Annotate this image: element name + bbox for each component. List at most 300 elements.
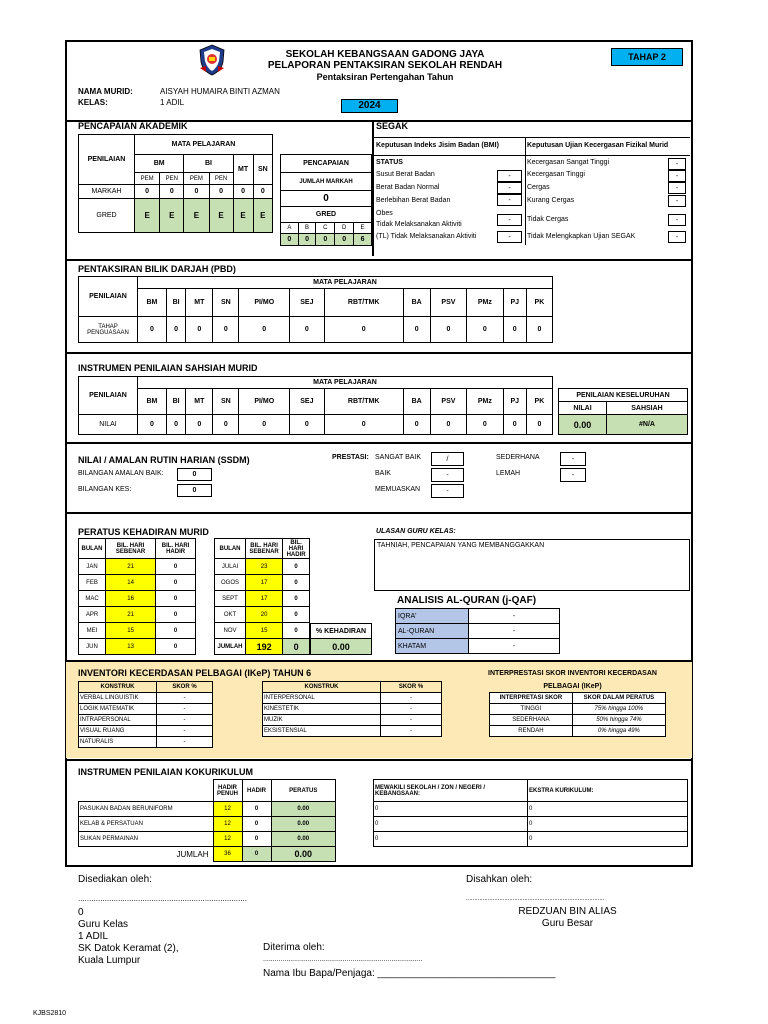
mata-pelajaran-header: MATA PELAJARAN [135, 135, 273, 155]
jqaf-key: IQRA' [396, 609, 469, 624]
sebenar-cell: 23 [246, 559, 283, 575]
skor-cell: - [381, 693, 442, 704]
subject-header: BM [138, 289, 167, 317]
memuaskan-value: - [431, 484, 464, 498]
sign-line-right: ................................................................................... [466, 896, 605, 902]
sahsiah-value: 0 [239, 415, 290, 435]
hadir-cell: 0 [156, 591, 196, 607]
pbd-value: 0 [213, 317, 239, 343]
lemah-label: LEMAH [496, 470, 521, 477]
ikep-left-table [78, 681, 213, 748]
interp-key: RENDAH [490, 726, 573, 737]
hadir-cell: 0 [156, 639, 196, 655]
markah-cell: 0 [209, 185, 233, 199]
gred-label: GRED [79, 199, 135, 233]
mata-pelajaran-header: MATA PELAJARAN [138, 277, 553, 289]
gred-letter: E [354, 223, 372, 234]
subject-header: PK [526, 389, 552, 415]
sahsiah-value: 0 [403, 415, 430, 435]
bmi-item: (TL) Tidak Melaksanakan Aktiviti [376, 233, 477, 240]
bmi-title: Keputusan Indeks Jisim Badan (BMI) [376, 142, 499, 149]
pbd-title: PENTAKSIRAN BILIK DARJAH (PBD) [78, 264, 236, 274]
subject-header: BI [184, 155, 233, 173]
pbd-value: 0 [503, 317, 526, 343]
peratus-cell: 0.00 [271, 832, 336, 847]
hadir-cell: 0 [156, 607, 196, 623]
month-cell: OKT [215, 607, 246, 623]
interp-title-2: PELBAGAI (IKeP) [543, 683, 602, 690]
subject-header: PI/MO [239, 289, 290, 317]
bmi-value: - [497, 214, 522, 226]
sebenar-cell: 13 [106, 639, 156, 655]
bmi-value: - [497, 170, 522, 182]
sub-header: PEN [160, 173, 184, 185]
penuh-cell: 12 [213, 802, 242, 817]
tahap-badge: TAHAP 2 [611, 48, 683, 66]
bmi-item: Tidak Melaksanakan Aktiviti [376, 221, 462, 228]
jqaf-value: - [469, 609, 560, 624]
pbd-value: 0 [290, 317, 325, 343]
kelas-value: 1 ADIL [160, 98, 185, 107]
pbd-value: 0 [403, 317, 430, 343]
gred-cell: E [184, 199, 209, 233]
fitness-item: Kurang Cergas [527, 197, 575, 204]
gred-count: 0 [316, 234, 335, 246]
ulasan-box [374, 539, 690, 591]
lemah-value: - [560, 468, 586, 482]
ulasan-text: TAHNIAH, PENCAPAIAN YANG MEMBANGGAKKAN [377, 542, 545, 549]
jumlah-penuh: 36 [213, 847, 242, 862]
hadir-cell: 0 [283, 575, 310, 591]
gred-letter: D [335, 223, 354, 234]
pencapaian-header: PENCAPAIAN [281, 155, 372, 173]
hadir-header: BIL. HARI HADIR [156, 539, 196, 559]
jqaf-key: AL-QURAN [396, 624, 469, 639]
hadir-cell: 0 [283, 607, 310, 623]
koko-row-label: PASUKAN BADAN BERUNIFORM [79, 802, 214, 817]
ekstra-header: EKSTRA KURIKULUM: [528, 780, 688, 802]
pct-value: 0.00 [311, 639, 372, 655]
sebenar-header: BIL. HARI SEBENAR [246, 539, 283, 559]
subject-header: BA [403, 289, 430, 317]
nama-value: AISYAH HUMAIRA BINTI AZMAN [160, 87, 280, 96]
fitness-value: - [668, 182, 686, 194]
report-title: PELAPORAN PENTAKSIRAN SEKOLAH RENDAH [267, 60, 503, 71]
interp-title-1: INTERPRESTASI SKOR INVENTORI KECERDASAN [488, 670, 657, 677]
subject-header: RBT/TMK [324, 389, 403, 415]
month-cell: JAN [79, 559, 106, 575]
status-label: STATUS [376, 159, 403, 166]
footer-kelas: 1 ADIL [78, 931, 109, 942]
month-cell: SEPT [215, 591, 246, 607]
ekstra-cell: 0 [528, 832, 688, 847]
jumlah-markah-value: 0 [281, 191, 372, 207]
bmi-item: Berlebihan Berat Badan [376, 197, 451, 204]
sign-line-mid: .................................................................................. [263, 956, 423, 963]
subject-header: SEJ [290, 289, 325, 317]
sahsiah-value: 0 [166, 415, 185, 435]
school-name: SEKOLAH KEBANGSAAN GADONG JAYA [285, 49, 485, 60]
konstruk-cell: VISUAL RUANG [79, 726, 157, 737]
hadir-header: BIL. HARI HADIR [283, 539, 310, 559]
koko-title: INSTRUMEN PENILAIAN KOKURIKULUM [78, 767, 253, 777]
gred-cell: E [233, 199, 253, 233]
subject-header: PMz [467, 389, 503, 415]
pct-table [310, 623, 372, 655]
gred-cell: E [253, 199, 272, 233]
interp-value: 0% hingga 49% [572, 726, 665, 737]
skor-cell: - [157, 715, 213, 726]
markah-label: MARKAH [79, 185, 135, 199]
bulan-header: BULAN [79, 539, 106, 559]
subject-header: SEJ [290, 389, 325, 415]
subject-header: SN [253, 155, 272, 185]
bmi-value: - [497, 194, 522, 206]
penuh-cell: 12 [213, 832, 242, 847]
skor-cell: - [157, 704, 213, 715]
tahap-label: TAHAP PENGUASAAN [79, 317, 138, 343]
konstruk-cell: INTERPERSONAL [263, 693, 381, 704]
baik-label: BAIK [375, 470, 391, 477]
interp-key: TINGGI [490, 704, 573, 715]
mewakili-cell: 0 [374, 832, 528, 847]
ekstra-cell: 0 [528, 802, 688, 817]
jqaf-key: KHATAM [396, 639, 469, 654]
konstruk-header: KONSTRUK [79, 682, 157, 693]
jqaf-title: ANALISIS AL-QURAN (j-QAF) [397, 595, 537, 606]
ekstra-cell: 0 [528, 817, 688, 832]
amalan-label: BILANGAN AMALAN BAIK: [78, 470, 164, 477]
gred-cell: E [160, 199, 184, 233]
hadir-cell: 0 [156, 575, 196, 591]
jqaf-value: - [469, 624, 560, 639]
bmi-value: - [497, 231, 522, 243]
hadir-cell: 0 [242, 832, 271, 847]
interp-header: INTERPRETASI SKOR [490, 693, 573, 704]
segak-title: SEGAK [376, 121, 409, 131]
subject-header: BM [138, 389, 167, 415]
fitness-item: Tidak Cergas [527, 216, 569, 223]
pbd-value: 0 [239, 317, 290, 343]
kelas-label: KELAS: [78, 98, 108, 107]
pbd-value: 0 [430, 317, 466, 343]
markah-cell: 0 [253, 185, 272, 199]
akademik-table [78, 134, 273, 233]
fitness-value: - [668, 214, 686, 226]
gred-cell: E [209, 199, 233, 233]
guru-besar-name: REDZUAN BIN ALIAS [518, 906, 617, 917]
jqaf-value: - [469, 639, 560, 654]
subject-header: BA [403, 389, 430, 415]
kehadiran-title: PERATUS KEHADIRAN MURID [78, 527, 209, 537]
fitness-item: Tidak Melengkapkan Ujian SEGAK [527, 233, 636, 240]
form-code: KJBS2810 [33, 1010, 67, 1017]
jumlah-hadir: 0 [242, 847, 271, 862]
skor-cell: - [157, 737, 213, 748]
sebenar-cell: 21 [106, 559, 156, 575]
pbd-value: 0 [166, 317, 185, 343]
school-logo [197, 44, 227, 76]
overall-nilai: 0.00 [559, 415, 607, 435]
nama-label: NAMA MURID: [78, 87, 133, 96]
fitness-item: Kecergasan Tinggi [527, 171, 585, 178]
ssdm-title: NILAI / AMALAN RUTIN HARIAN (SSDM) [78, 455, 250, 465]
guru-besar-title: Guru Besar [541, 918, 594, 929]
interp-header: SKOR DALAM PERATUS [572, 693, 665, 704]
jumlah-markah-header: JUMLAH MARKAH [281, 173, 372, 191]
skor-cell: - [381, 704, 442, 715]
disediakan-label: Disediakan oleh: [78, 874, 152, 885]
month-cell: OGOS [215, 575, 246, 591]
bulan-header: BULAN [215, 539, 246, 559]
sahsiah-value: 0 [467, 415, 503, 435]
subject-header: PI/MO [239, 389, 290, 415]
sebenar-cell: 17 [246, 591, 283, 607]
nilai-header: NILAI [559, 402, 607, 415]
markah-cell: 0 [135, 185, 160, 199]
gred-count: 6 [354, 234, 372, 246]
overall-header: PENILAIAN KESELURUHAN [559, 389, 688, 402]
month-cell: MAC [79, 591, 106, 607]
peratus-cell: 0.00 [271, 817, 336, 832]
interp-value: 50% hingga 74% [572, 715, 665, 726]
sahsiah-value: 0 [138, 415, 167, 435]
sebenar-cell: 14 [106, 575, 156, 591]
jumlah-label: JUMLAH [215, 639, 246, 655]
konstruk-cell: EKSISTENSIAL [263, 726, 381, 737]
school-city: Kuala Lumpur [78, 955, 141, 966]
subject-header: BI [166, 289, 185, 317]
markah-cell: 0 [184, 185, 209, 199]
sangat-baik-value: / [431, 452, 464, 466]
gred-letter: B [298, 223, 316, 234]
sahsiah-header: SAHSIAH [607, 402, 688, 415]
wakil-table [373, 779, 688, 847]
month-cell: JULAI [215, 559, 246, 575]
konstruk-cell: NATURALIS [79, 737, 157, 748]
sederhana-label: SEDERHANA [496, 454, 540, 461]
sahsiah-value: 0 [213, 415, 239, 435]
hadir-cell: 0 [242, 817, 271, 832]
month-cell: FEB [79, 575, 106, 591]
fitness-value: - [668, 170, 686, 182]
penilaian-header: PENILAIAN [79, 277, 138, 317]
ikep-title: INVENTORI KECERDASAN PELBAGAI (IKeP) TAHUN 6 [78, 668, 312, 678]
sebenar-cell: 20 [246, 607, 283, 623]
month-cell: APR [79, 607, 106, 623]
diterima-label: Diterima oleh: [263, 942, 325, 953]
month-cell: MEI [79, 623, 106, 639]
konstruk-cell: KINESTETIK [263, 704, 381, 715]
subject-header: BM [135, 155, 184, 173]
penuh-header: HADIR PENUH [213, 780, 242, 802]
konstruk-header: KONSTRUK [263, 682, 381, 693]
bmi-value: - [497, 182, 522, 194]
mewakili-header: MEWAKILI SEKOLAH / ZON / NEGERI / KEBANGSAAN: [374, 780, 528, 802]
sahsiah-value: 0 [430, 415, 466, 435]
sebenar-cell: 15 [246, 623, 283, 639]
assessment-title: Pentaksiran Pertengahan Tahun [316, 72, 454, 82]
sign-line-left: ............................................................................ [78, 894, 247, 903]
konstruk-cell: VERBAL LINGUISTIK [79, 693, 157, 704]
gred-letter: C [316, 223, 335, 234]
guru-kelas-label: Guru Kelas [78, 919, 129, 930]
guru-name: 0 [78, 907, 84, 918]
section-divider [372, 121, 374, 256]
disahkan-label: Disahkan oleh: [466, 874, 533, 885]
crest-icon [197, 44, 227, 76]
koko-table [78, 779, 336, 862]
hadir-header: HADIR [242, 780, 271, 802]
kes-label: BILANGAN KES: [78, 486, 132, 493]
pbd-table [78, 276, 553, 343]
fitness-value: - [668, 195, 686, 207]
pbd-value: 0 [138, 317, 167, 343]
sub-header: PEM [135, 173, 160, 185]
gred-count: 0 [281, 234, 299, 246]
pencapaian-table [280, 154, 372, 246]
hadir-cell: 0 [283, 591, 310, 607]
skor-cell: - [157, 726, 213, 737]
koko-row-label: KELAB & PERSATUAN [79, 817, 214, 832]
attendance-right-table [214, 538, 310, 655]
memuaskan-label: MEMUASKAN [375, 486, 421, 493]
nilai-label: NILAI [79, 415, 138, 435]
sangat-baik-label: SANGAT BAIK [375, 454, 422, 461]
fitness-value: - [668, 158, 686, 170]
sub-header: PEN [209, 173, 233, 185]
markah-cell: 0 [160, 185, 184, 199]
sebenar-cell: 21 [106, 607, 156, 623]
baik-value: - [431, 468, 464, 482]
parent-name-line: Nama Ibu Bapa/Penjaga: ________________________________ [263, 968, 556, 979]
peratus-header: PERATUS [271, 780, 336, 802]
subject-header: PSV [430, 389, 466, 415]
peratus-cell: 0.00 [271, 802, 336, 817]
pbd-value: 0 [526, 317, 552, 343]
subject-header: MT [233, 155, 253, 185]
subject-header: PMz [467, 289, 503, 317]
pct-label: % KEHADIRAN [311, 624, 372, 639]
subject-header: MT [186, 389, 213, 415]
akademik-title: PENCAPAIAN AKADEMIK [78, 121, 188, 131]
overall-sahsiah: #N/A [607, 415, 688, 435]
sahsiah-value: 0 [290, 415, 325, 435]
sahsiah-value: 0 [526, 415, 552, 435]
subject-header: PJ [503, 289, 526, 317]
overall-table [558, 388, 688, 435]
skor-header: SKOR % [157, 682, 213, 693]
mewakili-cell: 0 [374, 802, 528, 817]
sahsiah-table [78, 376, 553, 435]
konstruk-cell: INTRAPERSONAL [79, 715, 157, 726]
fitness-item: Kecergasan Sangat Tinggi [527, 159, 610, 166]
gred-title: GRED [281, 207, 372, 223]
markah-cell: 0 [233, 185, 253, 199]
sahsiah-value: 0 [503, 415, 526, 435]
skor-header: SKOR % [381, 682, 442, 693]
pbd-value: 0 [467, 317, 503, 343]
prestasi-label: PRESTASI: [332, 454, 369, 461]
sebenar-cell: 16 [106, 591, 156, 607]
hadir-cell: 0 [242, 802, 271, 817]
skor-cell: - [157, 693, 213, 704]
bmi-item: Susut Berat Badan [376, 171, 435, 178]
month-cell: JUN [79, 639, 106, 655]
skor-cell: - [381, 726, 442, 737]
konstruk-cell: MUZIK [263, 715, 381, 726]
school-address: SK Datok Keramat (2), [78, 943, 179, 954]
koko-row-label: SUKAN PERMAINAN [79, 832, 214, 847]
kes-value: 0 [177, 484, 212, 497]
fitness-title: Keputusan Ujian Kecergasan Fizikal Murid [527, 142, 669, 149]
subject-header: PSV [430, 289, 466, 317]
bmi-item: Obes [376, 210, 393, 217]
sederhana-value: - [560, 452, 586, 466]
fitness-value: - [668, 231, 686, 243]
penuh-cell: 12 [213, 817, 242, 832]
jumlah-sebenar: 192 [246, 639, 283, 655]
gred-count: 0 [335, 234, 354, 246]
fitness-item: Cergas [527, 184, 550, 191]
subject-header: PJ [503, 389, 526, 415]
koko-jumlah-label: JUMLAH [176, 849, 209, 859]
interp-key: SEDERHANA [490, 715, 573, 726]
mewakili-cell: 0 [374, 817, 528, 832]
hadir-cell: 0 [283, 623, 310, 639]
mata-pelajaran-header: MATA PELAJARAN [138, 377, 553, 389]
sahsiah-value: 0 [324, 415, 403, 435]
attendance-left-table [78, 538, 196, 655]
penilaian-header: PENILAIAN [79, 135, 135, 185]
pbd-value: 0 [324, 317, 403, 343]
hadir-cell: 0 [156, 623, 196, 639]
jqaf-table [395, 608, 560, 654]
subject-header: RBT/TMK [324, 289, 403, 317]
hadir-cell: 0 [156, 559, 196, 575]
ulasan-title: ULASAN GURU KELAS: [376, 528, 456, 535]
gred-cell: E [135, 199, 160, 233]
sahsiah-value: 0 [186, 415, 213, 435]
penilaian-header: PENILAIAN [79, 377, 138, 415]
month-cell: NOV [215, 623, 246, 639]
amalan-value: 0 [177, 468, 212, 481]
jumlah-hadir: 0 [283, 639, 310, 655]
interp-table [489, 692, 666, 737]
subject-header: SN [213, 389, 239, 415]
bmi-item: Berat Badan Normal [376, 184, 440, 191]
pbd-value: 0 [186, 317, 213, 343]
sebenar-cell: 17 [246, 575, 283, 591]
sebenar-cell: 15 [106, 623, 156, 639]
gred-letter: A [281, 223, 299, 234]
subject-header: SN [213, 289, 239, 317]
konstruk-cell: LOGIK MATEMATIK [79, 704, 157, 715]
skor-cell: - [381, 715, 442, 726]
jumlah-peratus: 0.00 [271, 847, 336, 862]
sahsiah-title: INSTRUMEN PENILAIAN SAHSIAH MURID [78, 363, 258, 373]
hadir-cell: 0 [283, 559, 310, 575]
subject-header: BI [166, 389, 185, 415]
sebenar-header: BIL. HARI SEBENAR [106, 539, 156, 559]
ikep-right-table [262, 681, 442, 737]
year-badge: 2024 [341, 99, 398, 113]
gred-count: 0 [298, 234, 316, 246]
subject-header: PK [526, 289, 552, 317]
interp-value: 75% hingga 100% [572, 704, 665, 715]
sub-header: PEM [184, 173, 209, 185]
subject-header: MT [186, 289, 213, 317]
